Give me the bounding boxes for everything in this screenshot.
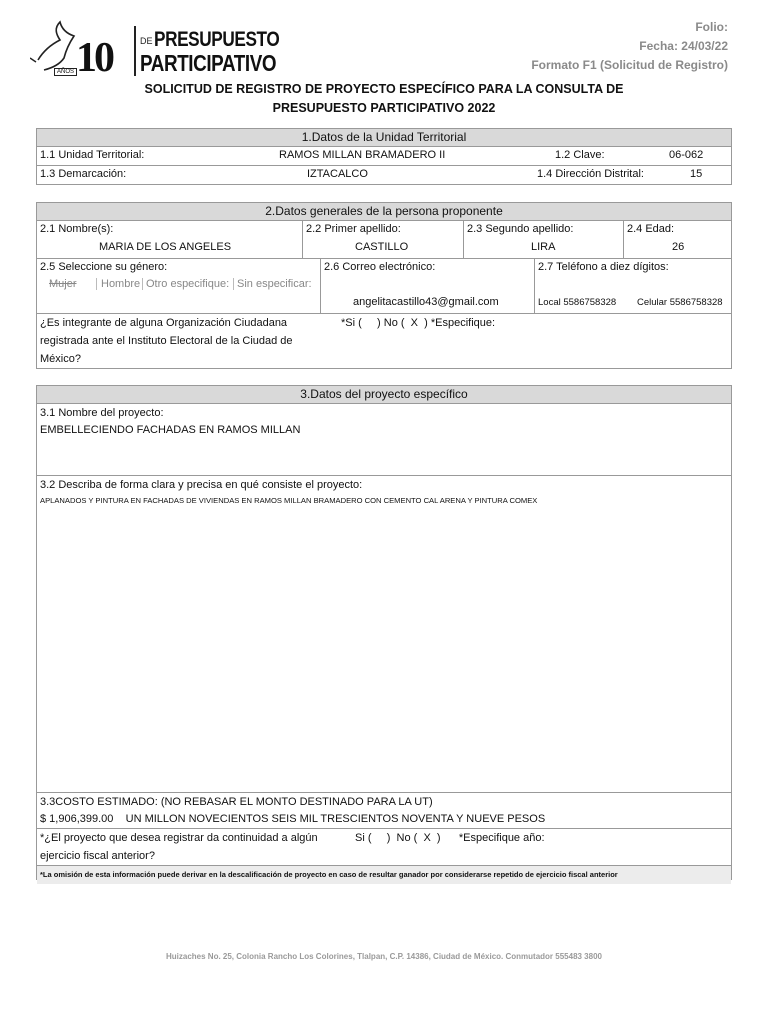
- genero-label: 2.5 Seleccione su género:: [40, 261, 168, 273]
- section1-heading: 1.Datos de la Unidad Territorial: [37, 129, 731, 147]
- nota-omision: *La omisión de esta información puede derivar en la descalificación de proyecto en caso de resultar ganador por considerarse repetido de ejercicio fiscal anterior: [40, 870, 618, 879]
- logo: [30, 20, 280, 82]
- logo-years: AÑOS: [54, 68, 77, 76]
- title-line1: SOLICITUD DE REGISTRO DE PROYECTO ESPECÍFICO PARA LA CONSULTA DE: [144, 82, 624, 96]
- row-continuidad: [37, 829, 731, 866]
- clave-label: 1.2 Clave:: [555, 149, 605, 161]
- tel-label: 2.7 Teléfono a diez dígitos:: [538, 261, 669, 273]
- costo-value: $ 1,906,399.00 UN MILLON NOVECIENTOS SEIS MIL TRESCIENTOS NOVENTA Y NUEVE PESOS: [40, 813, 546, 825]
- logo-divider: [134, 26, 136, 76]
- logo-prefix: DE: [140, 36, 153, 46]
- ap2-value: LIRA: [531, 241, 556, 253]
- row-costo: [37, 793, 731, 829]
- tel-celular: Celular 5586758328: [637, 297, 723, 308]
- correo-label: 2.6 Correo electrónico:: [324, 261, 436, 273]
- formato: Formato F1 (Solicitud de Registro): [531, 58, 728, 72]
- section2-heading: 2.Datos generales de la persona proponente: [37, 203, 731, 221]
- continuidad-question-line1: *¿El proyecto que desea registrar da continuidad a algún: [40, 832, 318, 844]
- genero-sin-especificar-option[interactable]: Sin especificar:: [233, 278, 312, 290]
- row-nombre: [37, 221, 731, 259]
- org-answer: *Si ( ) No ( X ) *Especifique:: [341, 317, 496, 329]
- continuidad-answer: Si ( ) No ( X ) *Especifique año:: [355, 832, 545, 844]
- ap1-label: 2.2 Primer apellido:: [306, 223, 401, 235]
- genero-hombre-option[interactable]: Hombre: [96, 278, 140, 290]
- genero-mujer-option[interactable]: Mujer: [49, 278, 77, 290]
- org-question-line3: México?: [40, 353, 81, 365]
- folio: Folio:: [695, 20, 728, 34]
- footer-address: Huizaches No. 25, Colonia Rancho Los Colorines, Tlalpan, C.P. 14386, Ciudad de México. Conmutador 555483 3800: [166, 952, 602, 961]
- header-info: [531, 18, 728, 75]
- descripcion-label: 3.2 Describa de forma clara y precisa en qué consiste el proyecto:: [40, 479, 363, 491]
- dem-label: 1.3 Demarcación:: [40, 168, 127, 180]
- ut-label: 1.1 Unidad Territorial:: [40, 149, 145, 161]
- row-demarcacion: [37, 166, 731, 184]
- org-question-line2: registrada ante el Instituto Electoral de la Ciudad de: [40, 335, 293, 347]
- clave-value: 06-062: [669, 149, 704, 161]
- ut-value: RAMOS MILLAN BRAMADERO II: [279, 149, 446, 161]
- row-unidad: [37, 147, 731, 166]
- logo-number: 10: [76, 35, 112, 81]
- ap2-label: 2.3 Segundo apellido:: [467, 223, 574, 235]
- descripcion-value: APLANADOS Y PINTURA EN FACHADAS DE VIVIENDAS EN RAMOS MILLAN BRAMADERO CON CEMENTO CAL ARENA Y PINTURA COMEX: [40, 496, 538, 505]
- section-persona-proponente: [36, 202, 732, 369]
- title-line2: PRESUPUESTO PARTICIPATIVO 2022: [272, 101, 496, 115]
- tel-local: Local 5586758328: [538, 297, 617, 308]
- proyecto-nombre-value: EMBELLECIENDO FACHADAS EN RAMOS MILLAN: [40, 424, 301, 436]
- section-unidad-territorial: [36, 128, 732, 185]
- row-descripcion: [37, 476, 731, 793]
- row-organizacion: [37, 314, 731, 368]
- logo-line1: PRESUPUESTO: [154, 28, 280, 51]
- proyecto-nombre-label: 3.1 Nombre del proyecto:: [40, 407, 164, 419]
- edad-label: 2.4 Edad:: [627, 223, 675, 235]
- org-question-line1: ¿Es integrante de alguna Organización Ciudadana: [40, 317, 288, 329]
- page-title: [0, 80, 768, 118]
- nombre-label: 2.1 Nombre(s):: [40, 223, 114, 235]
- row-genero-contacto: [37, 259, 731, 314]
- continuidad-question-line2: ejercicio fiscal anterior?: [40, 850, 155, 862]
- nombre-value: MARIA DE LOS ANGELES: [99, 241, 232, 253]
- dir-value: 15: [690, 168, 703, 180]
- row-nombre-proyecto: [37, 404, 731, 476]
- section3-heading: 3.Datos del proyecto específico: [37, 386, 731, 404]
- dir-label: 1.4 Dirección Distrital:: [537, 168, 644, 180]
- ap1-value: CASTILLO: [355, 241, 409, 253]
- costo-label: 3.3COSTO ESTIMADO: (NO REBASAR EL MONTO DESTINADO PARA LA UT): [40, 796, 433, 808]
- fecha: Fecha: 24/03/22: [639, 39, 728, 53]
- genero-otro-option[interactable]: Otro especifique:: [142, 278, 229, 290]
- section-proyecto: [36, 385, 732, 880]
- edad-value: 26: [672, 241, 685, 253]
- logo-line2: PARTICIPATIVO: [140, 50, 277, 76]
- row-nota: [37, 866, 731, 884]
- correo-value: angelitacastillo43@gmail.com: [353, 296, 499, 308]
- dem-value: IZTACALCO: [307, 168, 368, 180]
